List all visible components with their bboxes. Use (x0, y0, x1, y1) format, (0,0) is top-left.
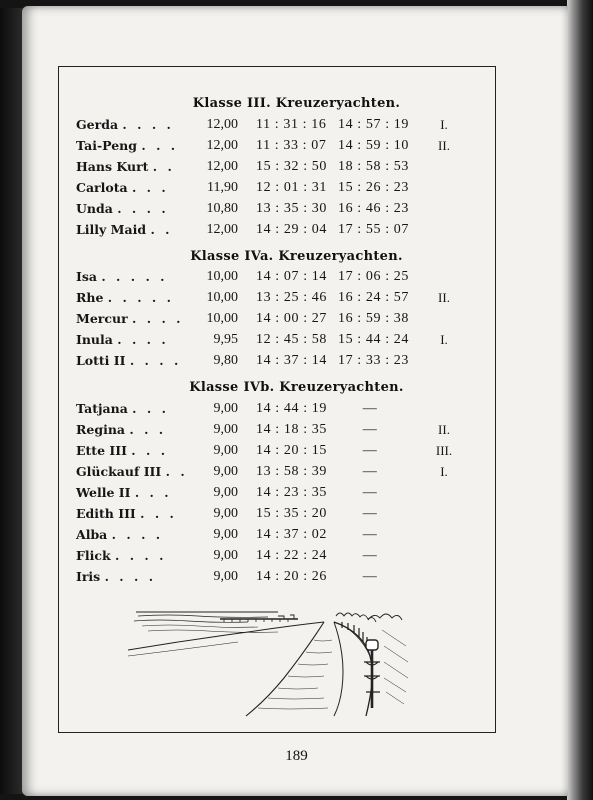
section-title-klasse-iva: Klasse IVa. Kreuzeryachten. (190, 249, 403, 264)
placing: II. (438, 138, 450, 153)
yacht-name: Tai-Peng (76, 138, 137, 153)
yacht-name: Flick (76, 548, 111, 563)
table-row (0, 401, 593, 421)
table-row (0, 159, 593, 179)
yacht-name: Gerda (76, 117, 119, 132)
yacht-name: Lotti II (76, 353, 126, 368)
leader-dots: . . . . (117, 332, 169, 347)
elapsed-time: 11 : 33 : 07 (256, 138, 327, 153)
leader-dots: . . . (131, 180, 169, 195)
yacht-name: Lilly Maid (76, 222, 147, 237)
placing: I. (440, 464, 448, 479)
elapsed-time: 12 : 45 : 58 (256, 332, 327, 347)
elapsed-time: 14 : 23 : 35 (256, 485, 327, 500)
table-row (0, 117, 593, 137)
table-row (0, 222, 593, 242)
corrected-time: 16 : 59 : 38 (338, 311, 409, 326)
leader-dots: . . . . . (107, 290, 174, 305)
corrected-time: 16 : 24 : 57 (338, 290, 409, 305)
elapsed-time: 15 : 35 : 20 (256, 506, 327, 521)
table-row (0, 569, 593, 589)
corrected-time: 17 : 06 : 25 (338, 269, 409, 284)
rating-value: 9,80 (213, 353, 238, 368)
leader-dots: . . . (140, 506, 177, 521)
table-row (0, 527, 593, 547)
section-title-klasse-iii: Klasse III. Kreuzeryachten. (192, 96, 401, 111)
leader-dots: . . . (131, 443, 169, 458)
yacht-name: Hans Kurt (76, 159, 149, 174)
placing: II. (438, 422, 450, 437)
leader-dots: . . . (129, 422, 167, 437)
table-row (0, 180, 593, 200)
yacht-name: Mercur (76, 311, 128, 326)
rating-value: 9,00 (213, 401, 238, 416)
corrected-time: — (362, 569, 378, 584)
table-row (0, 464, 593, 484)
elapsed-time: 13 : 58 : 39 (256, 464, 327, 479)
leader-dots: . . (150, 222, 173, 237)
elapsed-time: 14 : 00 : 27 (256, 311, 327, 326)
yacht-name: Glückauf III (76, 464, 162, 479)
leader-dots: . . . . (132, 311, 184, 326)
corrected-time: 15 : 26 : 23 (338, 180, 409, 195)
corrected-time: 16 : 46 : 23 (338, 201, 409, 216)
rating-value: 10,80 (206, 201, 238, 216)
corrected-time: — (362, 527, 378, 542)
table-row (0, 506, 593, 526)
section-title-klasse-ivb: Klasse IVb. Kreuzeryachten. (189, 380, 404, 395)
yacht-name: Alba (76, 527, 108, 542)
rating-value: 9,00 (213, 443, 238, 458)
leader-dots: . . . . (111, 527, 164, 542)
rating-value: 9,00 (213, 485, 238, 500)
yacht-name: Ette III (76, 443, 127, 458)
pier-promenade-illustration (128, 600, 412, 718)
leader-dots: . . . (132, 401, 169, 416)
corrected-time: — (362, 548, 378, 563)
yacht-name: Rhe (76, 290, 104, 305)
corrected-time: 15 : 44 : 24 (338, 332, 409, 347)
yacht-name: Tatjana (76, 401, 128, 416)
corrected-time: 17 : 33 : 23 (338, 353, 409, 368)
rating-value: 12,00 (206, 159, 238, 174)
table-row (0, 443, 593, 463)
leader-dots: . . (165, 464, 188, 479)
elapsed-time: 12 : 01 : 31 (256, 180, 327, 195)
leader-dots: . . . . (104, 569, 157, 584)
rating-value: 10,00 (206, 311, 238, 326)
placing: II. (438, 290, 450, 305)
table-row (0, 269, 593, 289)
yacht-name: Welle II (76, 485, 131, 500)
elapsed-time: 13 : 25 : 46 (256, 290, 327, 305)
elapsed-time: 14 : 20 : 15 (256, 443, 327, 458)
table-row (0, 485, 593, 505)
rating-value: 12,00 (206, 138, 238, 153)
yacht-name: Carlota (76, 180, 128, 195)
corrected-time: 14 : 57 : 19 (338, 117, 409, 132)
table-row (0, 311, 593, 331)
yacht-name: Unda (76, 201, 113, 216)
rating-value: 9,95 (213, 332, 238, 347)
table-row (0, 548, 593, 568)
table-row (0, 138, 593, 158)
rating-value: 9,00 (213, 569, 238, 584)
leader-dots: . . . . (129, 353, 182, 368)
table-row (0, 332, 593, 352)
leader-dots: . . . . (115, 548, 167, 563)
yacht-name: Edith III (76, 506, 136, 521)
rating-value: 9,00 (213, 548, 238, 563)
corrected-time: 18 : 58 : 53 (338, 159, 409, 174)
rating-value: 11,90 (207, 180, 238, 195)
corrected-time: — (362, 401, 378, 416)
corrected-time: — (362, 485, 378, 500)
elapsed-time: 14 : 37 : 14 (256, 353, 327, 368)
leader-dots: . . (152, 159, 175, 174)
leader-dots: . . . (134, 485, 172, 500)
corrected-time: — (362, 464, 378, 479)
corrected-time: — (362, 443, 378, 458)
corrected-time: — (362, 506, 378, 521)
rating-value: 9,00 (213, 506, 238, 521)
rating-value: 10,00 (206, 269, 238, 284)
elapsed-time: 14 : 18 : 35 (256, 422, 327, 437)
yacht-name: Iris (76, 569, 101, 584)
elapsed-time: 14 : 29 : 04 (256, 222, 327, 237)
leader-dots: . . . . (122, 117, 174, 132)
rating-value: 9,00 (213, 422, 238, 437)
placing: I. (440, 117, 448, 132)
leader-dots: . . . . (117, 201, 169, 216)
elapsed-time: 13 : 35 : 30 (256, 201, 327, 216)
elapsed-time: 14 : 07 : 14 (256, 269, 327, 284)
yacht-name: Isa (76, 269, 97, 284)
rating-value: 12,00 (206, 222, 238, 237)
table-row (0, 290, 593, 310)
rating-value: 9,00 (213, 527, 238, 542)
placing: I. (440, 332, 448, 347)
table-row (0, 201, 593, 221)
corrected-time: 14 : 59 : 10 (338, 138, 409, 153)
elapsed-time: 14 : 20 : 26 (256, 569, 327, 584)
rating-value: 12,00 (206, 117, 238, 132)
elapsed-time: 14 : 22 : 24 (256, 548, 327, 563)
yacht-name: Inula (76, 332, 113, 347)
elapsed-time: 11 : 31 : 16 (256, 117, 327, 132)
table-row (0, 422, 593, 442)
corrected-time: — (362, 422, 378, 437)
leader-dots: . . . (141, 138, 179, 153)
table-row (0, 353, 593, 373)
elapsed-time: 14 : 44 : 19 (256, 401, 327, 416)
leader-dots: . . . . . (101, 269, 168, 284)
rating-value: 9,00 (213, 464, 238, 479)
corrected-time: 17 : 55 : 07 (338, 222, 409, 237)
rating-value: 10,00 (206, 290, 238, 305)
yacht-name: Regina (76, 422, 126, 437)
elapsed-time: 15 : 32 : 50 (256, 159, 327, 174)
placing: III. (435, 443, 453, 458)
elapsed-time: 14 : 37 : 02 (256, 527, 327, 542)
page-number: 189 (285, 748, 308, 764)
